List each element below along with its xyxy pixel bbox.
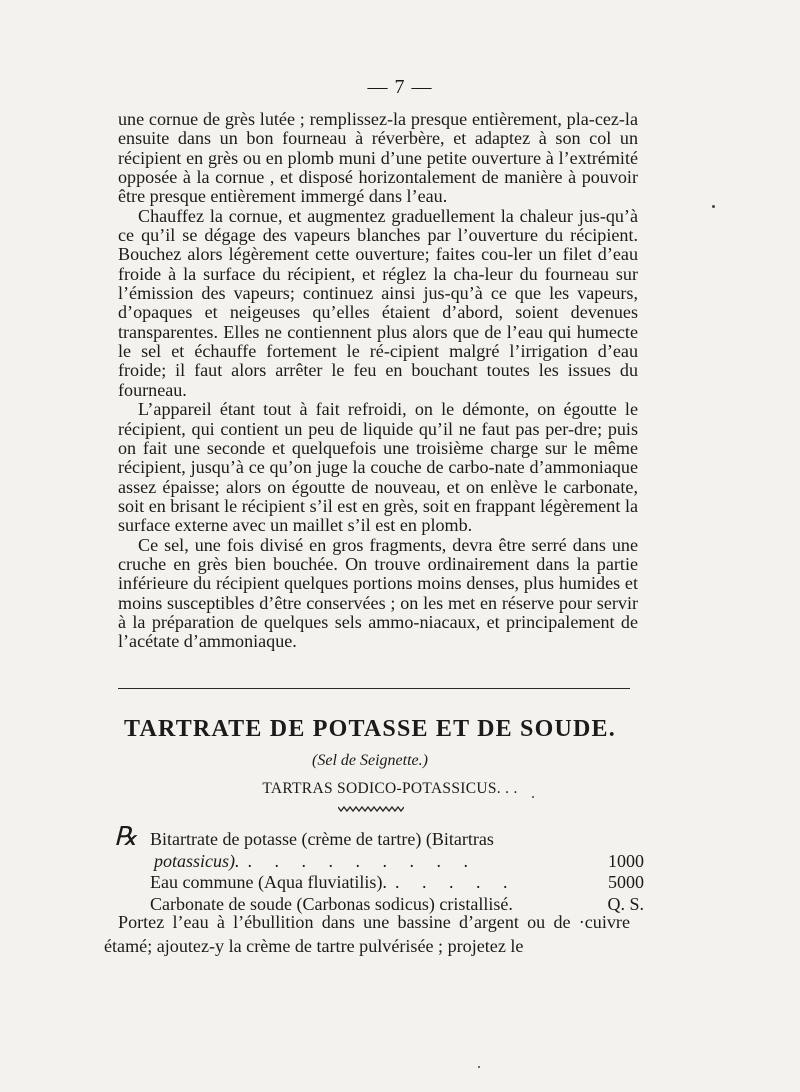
ingredient-name: Bitartrate de potasse (crème de tartre) (Bitartras xyxy=(150,829,494,849)
paragraph-1: une cornue de grès lutée ; remplissez-la presque entièrement, pla-cez-la ensuite dans un bon fourneau à réverbère, et adaptez à son col un récipient en grès ou en plomb muni d’une petite ouverture à l’extrémité opposée à la cornue , et disposé horizontalement de manière à pouvoir être presque entièrement immergé dans l’eau. xyxy=(118,109,638,207)
latin-name: TARTRAS SODICO-POTASSICUS. . . xyxy=(262,780,518,797)
leader-dots: . . . . . . . . . xyxy=(247,850,477,871)
ornament-divider-icon xyxy=(338,804,404,814)
body-text xyxy=(118,110,638,652)
section-subtitle: (Sel de Seignette.) xyxy=(312,752,428,769)
recipe-symbol-icon: ℞ xyxy=(114,822,138,851)
paragraph-4: Ce sel, une fois divisé en gros fragments, devra être serré dans une cruche en grès bien bouchée. On trouve ordinairement dans la partie inférieure du récipient quelques portions moins denses, plus humides et moins susceptibles d’être conservées ; on les met en réserve pour servir à la préparation de quelques sels ammo-niacaux, et principalement de l’acétate d’ammoniaque. xyxy=(118,534,638,652)
paper-speck xyxy=(712,205,715,208)
ingredient-quantity: 1000 xyxy=(608,850,644,871)
ingredient-quantity: Q. S. xyxy=(607,893,644,914)
ingredient-quantity: 5000 xyxy=(608,872,644,892)
ingredient-name: Carbonate de soude (Carbonas sodicus) cristallisé. xyxy=(150,893,513,914)
paragraph-2: Chauffez la cornue, et augmentez graduellement la chaleur jus-qu’à ce qu’il se dégage des vapeurs blanches par l’ouverture du récipient. Bouchez alors légèrement cette ouverture; faites cou-ler un filet d’eau froide à la surface du récipient, et réglez la cha-leur du fourneau sur l’émission des vapeurs; continuez ainsi jus-qu’à ce que les vapeurs, d’opaques et neigeuses qu’elles étaient d’abord, soient devenues transparentes. Elles ne contiennent plus alors que de l’eau qui humecte le sel et échauffe fortement le ré-cipient malgré l’irrigation d’eau froide; il faut alors arrêter le feu en bouchant toutes les issues du fourneau. xyxy=(118,205,638,400)
recipe-row-2 xyxy=(114,872,644,894)
paragraph-5: Portez l’eau à l’ébullition dans une bassine d’argent ou de ·cuivre étamé; ajoutez-y la crème de tartre pulvérisée ; projetez le xyxy=(104,912,630,956)
ingredient-name: potassicus). xyxy=(154,850,240,871)
ingredient-name: Eau commune (Aqua fluviatilis). xyxy=(150,872,387,892)
recipe-row-1 xyxy=(114,822,644,851)
horizontal-rule xyxy=(118,688,630,689)
paper-speck xyxy=(478,1066,480,1068)
section-title: TARTRATE DE POTASSE ET DE SOUDE. xyxy=(124,716,616,742)
recipe-row-1-continued xyxy=(114,851,644,873)
final-text xyxy=(104,910,630,958)
leader-dots: . . . . . xyxy=(394,872,517,892)
paper-speck xyxy=(532,796,534,798)
paragraph-3: L’appareil étant tout à fait refroidi, on le démonte, on égoutte le récipient, qui contient un peu de liquide qu’il ne faut pas per-dre; puis on fait une seconde et quelquefois une troisième charge sur le même récipient, jusqu’à ce qu’on juge la couche de carbo-nate d’ammoniaque assez épaisse; alors on égoutte de nouveau, et on enlève le carbonate, soit en brisant le récipient s’il est en grès, soit en frappant légèrement la surface externe avec un maillet s’il est en plomb. xyxy=(118,399,638,536)
recipe-list xyxy=(114,822,644,915)
page-number: — 7 — xyxy=(367,76,433,98)
